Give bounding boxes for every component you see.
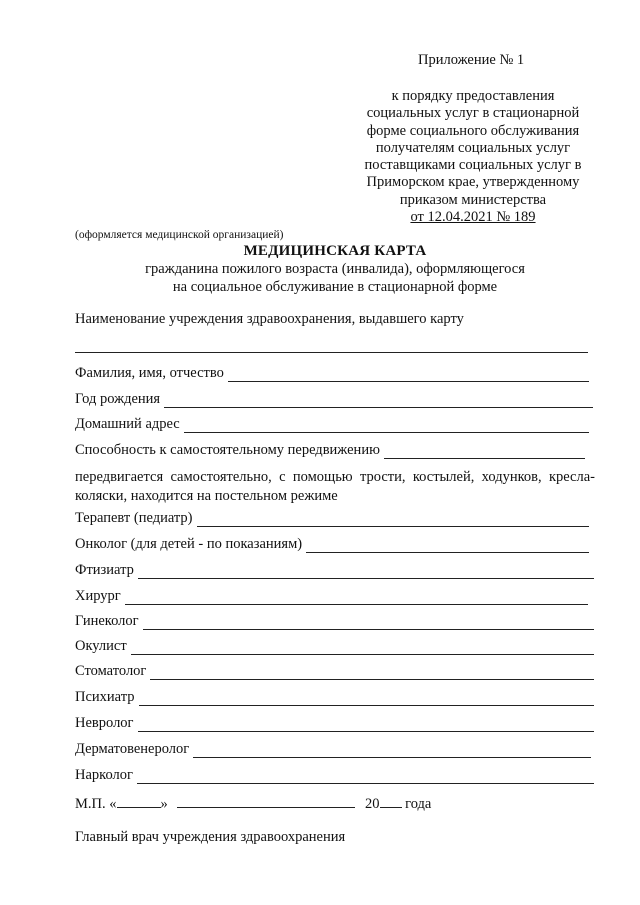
doctor-row-oncologist[interactable] — [75, 535, 589, 553]
stamp-date-line — [75, 794, 431, 813]
doctor-row-dentist[interactable] — [75, 662, 594, 680]
doctor-row-dermatovenerologist[interactable] — [75, 740, 591, 758]
birth-year-label: Год рождения — [75, 391, 161, 407]
doctor-row-therapist[interactable] — [75, 509, 589, 527]
doctor-blank[interactable] — [138, 718, 595, 732]
doctor-blank[interactable] — [306, 539, 589, 553]
doctor-blank[interactable] — [150, 666, 594, 680]
basis-order-date: от 12.04.2021 № 189 — [410, 209, 536, 226]
month-blank[interactable] — [177, 794, 355, 808]
doctor-blank[interactable] — [138, 565, 594, 579]
address-blank[interactable] — [184, 419, 589, 433]
doctor-row-neurologist[interactable] — [75, 714, 594, 732]
doctor-row-gynecologist[interactable] — [75, 612, 594, 630]
issuer-note: (оформляется медицинской организацией) — [75, 229, 284, 241]
stamp-mark: М.П. « — [75, 796, 117, 812]
doctor-blank[interactable] — [193, 744, 591, 758]
doctor-blank[interactable] — [131, 641, 594, 655]
subtitle-line-2: на социальное обслуживание в стационарной форме — [172, 278, 498, 295]
day-blank[interactable] — [117, 794, 161, 808]
doctor-label: Окулист — [75, 638, 127, 654]
fio-label: Фамилия, имя, отчество — [75, 365, 224, 381]
birth-year-field[interactable] — [75, 390, 593, 408]
doctor-row-ophthalmologist[interactable] — [75, 637, 594, 655]
doctor-label: Терапевт (педиатр) — [75, 510, 193, 526]
document-subtitle — [0, 261, 640, 296]
fio-field[interactable] — [75, 364, 589, 382]
address-label: Домашний адрес — [75, 416, 180, 432]
basis-line: форме социального обслуживания — [366, 122, 580, 139]
appendix-number: Приложение № 1 — [418, 52, 525, 68]
doctor-label: Дерматовенеролог — [75, 741, 190, 757]
institution-label: Наименование учреждения здравоохранения, выдавшего карту — [75, 311, 464, 327]
doctor-row-surgeon[interactable] — [75, 587, 588, 605]
doctor-label: Хирург — [75, 588, 121, 604]
doctor-row-psychiatrist[interactable] — [75, 688, 594, 706]
doctor-label: Нарколог — [75, 767, 133, 783]
doctor-blank[interactable] — [139, 692, 594, 706]
chief-physician-label: Главный врач учреждения здравоохранения — [75, 829, 346, 845]
doctor-blank[interactable] — [137, 770, 594, 784]
doctor-label: Стоматолог — [75, 663, 147, 679]
mobility-field[interactable] — [75, 441, 585, 459]
doctor-label: Фтизиатр — [75, 562, 134, 578]
doctor-label: Невролог — [75, 715, 134, 731]
mobility-blank[interactable] — [384, 445, 585, 459]
appendix-basis — [355, 88, 591, 226]
doctor-label: Гинеколог — [75, 613, 139, 629]
basis-line: получателям социальных услуг — [375, 139, 571, 156]
basis-line: Приморском крае, утвержденному — [366, 174, 580, 191]
doctor-blank[interactable] — [125, 591, 588, 605]
basis-line: социальных услуг в стационарной — [366, 105, 580, 122]
mobility-options: передвигается самостоятельно, с помощью трости, костылей, ходунков, кресла-коляски, находится на постельном режиме — [75, 469, 595, 504]
doctor-blank[interactable] — [143, 616, 594, 630]
year-prefix: 20 — [365, 796, 380, 812]
mobility-label: Способность к самостоятельному передвижению — [75, 442, 380, 458]
close-quote: » — [160, 796, 168, 812]
institution-field[interactable] — [75, 352, 588, 353]
year-blank[interactable] — [380, 794, 402, 808]
address-field[interactable] — [75, 415, 589, 433]
subtitle-line-1: гражданина пожилого возраста (инвалида), оформляющегося — [145, 261, 525, 277]
basis-line: приказом министерства — [399, 191, 547, 208]
doctor-row-narcologist[interactable] — [75, 766, 594, 784]
document-title: МЕДИЦИНСКАЯ КАРТА — [243, 243, 427, 259]
basis-line: поставщиками социальных услуг в — [364, 157, 582, 174]
basis-line: к порядку предоставления — [391, 88, 555, 104]
doctor-blank[interactable] — [197, 513, 589, 527]
doctor-row-phthisiatrician[interactable] — [75, 561, 594, 579]
doctor-label: Онколог (для детей - по показаниям) — [75, 536, 303, 552]
birth-year-blank[interactable] — [164, 394, 593, 408]
fio-blank[interactable] — [228, 368, 589, 382]
year-suffix: года — [405, 796, 432, 812]
doctor-label: Психиатр — [75, 689, 135, 705]
